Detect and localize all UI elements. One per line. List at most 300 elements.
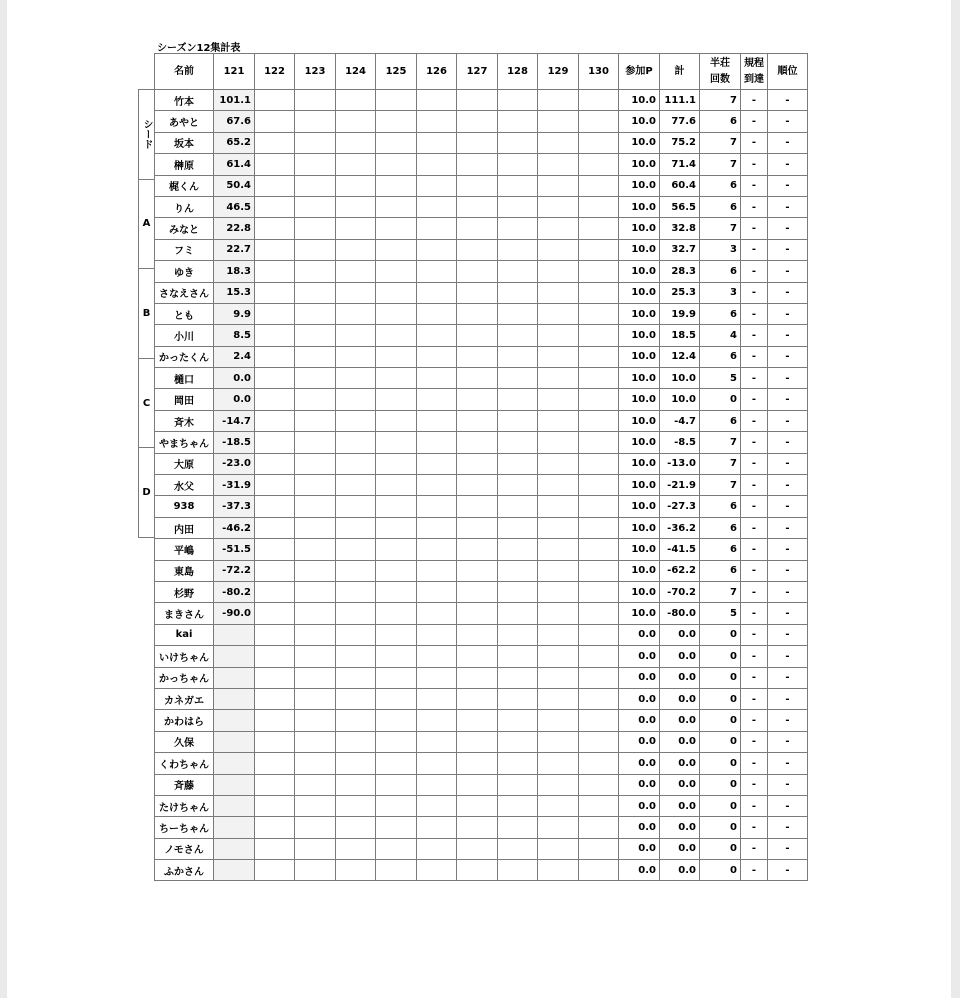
regulation-reached: - — [741, 389, 768, 410]
rank: - — [768, 517, 808, 538]
round-score-empty — [295, 667, 336, 688]
round-score-empty — [295, 410, 336, 431]
rank: - — [768, 475, 808, 496]
round-score-empty — [498, 261, 538, 282]
round-121-score — [214, 688, 255, 709]
player-name: たけちゃん — [155, 795, 214, 816]
round-score-empty — [336, 817, 376, 838]
total-score: 10.0 — [660, 368, 700, 389]
round-score-empty — [498, 132, 538, 153]
round-score-empty — [538, 282, 579, 303]
regulation-reached: - — [741, 710, 768, 731]
regulation-reached: - — [741, 603, 768, 624]
round-score-empty — [255, 282, 295, 303]
participation-points: 10.0 — [619, 175, 660, 196]
round-score-empty — [295, 368, 336, 389]
round-score-empty — [538, 175, 579, 196]
hanchan-count: 0 — [700, 731, 741, 752]
round-score-empty — [417, 475, 457, 496]
round-score-empty — [417, 389, 457, 410]
rank: - — [768, 667, 808, 688]
round-score-empty — [376, 475, 417, 496]
round-score-empty — [498, 731, 538, 752]
round-score-empty — [498, 603, 538, 624]
round-score-empty — [336, 581, 376, 602]
round-score-empty — [336, 688, 376, 709]
round-score-empty — [255, 581, 295, 602]
table-row — [155, 261, 808, 282]
round-121-score: -46.2 — [214, 517, 255, 538]
round-score-empty — [457, 624, 498, 645]
round-score-empty — [255, 624, 295, 645]
round-score-empty — [376, 282, 417, 303]
player-name: 榊原 — [155, 154, 214, 175]
participation-points: 10.0 — [619, 475, 660, 496]
participation-points: 0.0 — [619, 646, 660, 667]
table-row — [155, 731, 808, 752]
round-121-score: -37.3 — [214, 496, 255, 517]
round-score-empty — [538, 817, 579, 838]
round-121-score: -51.5 — [214, 539, 255, 560]
round-score-empty — [498, 218, 538, 239]
round-score-empty — [295, 753, 336, 774]
round-score-empty — [579, 154, 619, 175]
round-score-empty — [417, 453, 457, 474]
round-score-empty — [376, 239, 417, 260]
round-score-empty — [417, 731, 457, 752]
round-score-empty — [417, 239, 457, 260]
round-score-empty — [376, 90, 417, 111]
header-round: 125 — [376, 54, 417, 90]
total-score: 56.5 — [660, 196, 700, 217]
round-121-score — [214, 838, 255, 859]
round-score-empty — [255, 303, 295, 324]
round-score-empty — [538, 389, 579, 410]
round-score-empty — [579, 196, 619, 217]
total-score: -62.2 — [660, 560, 700, 581]
round-score-empty — [579, 688, 619, 709]
round-score-empty — [457, 731, 498, 752]
round-score-empty — [417, 539, 457, 560]
hanchan-count: 0 — [700, 667, 741, 688]
round-score-empty — [295, 475, 336, 496]
regulation-reached: - — [741, 410, 768, 431]
round-score-empty — [498, 325, 538, 346]
round-score-empty — [498, 282, 538, 303]
hanchan-count: 7 — [700, 90, 741, 111]
player-name: カネガエ — [155, 688, 214, 709]
rank: - — [768, 688, 808, 709]
round-score-empty — [579, 838, 619, 859]
round-score-empty — [498, 496, 538, 517]
round-score-empty — [376, 560, 417, 581]
round-121-score: 9.9 — [214, 303, 255, 324]
hanchan-count: 7 — [700, 475, 741, 496]
round-score-empty — [255, 860, 295, 881]
round-score-empty — [376, 753, 417, 774]
rank: - — [768, 325, 808, 346]
round-score-empty — [376, 196, 417, 217]
round-121-score: -72.2 — [214, 560, 255, 581]
round-score-empty — [376, 860, 417, 881]
round-score-empty — [295, 496, 336, 517]
round-score-empty — [457, 218, 498, 239]
total-score: -21.9 — [660, 475, 700, 496]
regulation-reached: - — [741, 432, 768, 453]
round-score-empty — [457, 475, 498, 496]
round-121-score — [214, 667, 255, 688]
round-score-empty — [579, 624, 619, 645]
round-score-empty — [579, 325, 619, 346]
round-score-empty — [457, 581, 498, 602]
header-round: 123 — [295, 54, 336, 90]
round-score-empty — [255, 710, 295, 731]
player-name: 岡田 — [155, 389, 214, 410]
right-gutter — [951, 0, 960, 998]
participation-points: 10.0 — [619, 282, 660, 303]
player-name: みなと — [155, 218, 214, 239]
round-121-score — [214, 624, 255, 645]
round-score-empty — [498, 581, 538, 602]
player-name: 平嶋 — [155, 539, 214, 560]
round-score-empty — [538, 90, 579, 111]
table-row — [155, 410, 808, 431]
round-score-empty — [336, 539, 376, 560]
header-round: 122 — [255, 54, 295, 90]
round-score-empty — [255, 560, 295, 581]
round-score-empty — [457, 774, 498, 795]
table-row — [155, 774, 808, 795]
rank: - — [768, 175, 808, 196]
round-score-empty — [457, 432, 498, 453]
table-row — [155, 860, 808, 881]
round-score-empty — [457, 303, 498, 324]
total-score: 0.0 — [660, 860, 700, 881]
participation-points: 0.0 — [619, 774, 660, 795]
round-score-empty — [457, 196, 498, 217]
participation-points: 10.0 — [619, 196, 660, 217]
round-score-empty — [295, 432, 336, 453]
round-score-empty — [417, 346, 457, 367]
header-hanchan-line2: 回数 — [710, 73, 730, 85]
round-score-empty — [255, 731, 295, 752]
round-score-empty — [255, 453, 295, 474]
hanchan-count: 0 — [700, 838, 741, 859]
round-121-score: 18.3 — [214, 261, 255, 282]
round-score-empty — [376, 624, 417, 645]
total-score: -8.5 — [660, 432, 700, 453]
round-score-empty — [376, 731, 417, 752]
player-name: 東島 — [155, 560, 214, 581]
round-score-empty — [457, 132, 498, 153]
round-score-empty — [295, 325, 336, 346]
round-score-empty — [255, 389, 295, 410]
round-score-empty — [295, 346, 336, 367]
regulation-reached: - — [741, 646, 768, 667]
round-score-empty — [498, 860, 538, 881]
round-score-empty — [376, 496, 417, 517]
round-score-empty — [376, 539, 417, 560]
regulation-reached: - — [741, 560, 768, 581]
round-score-empty — [295, 774, 336, 795]
round-score-empty — [579, 132, 619, 153]
round-score-empty — [295, 282, 336, 303]
round-score-empty — [538, 368, 579, 389]
round-score-empty — [457, 175, 498, 196]
regulation-reached: - — [741, 475, 768, 496]
round-score-empty — [457, 496, 498, 517]
hanchan-count: 3 — [700, 282, 741, 303]
total-score: 12.4 — [660, 346, 700, 367]
hanchan-count: 0 — [700, 860, 741, 881]
header-round: 130 — [579, 54, 619, 90]
round-score-empty — [538, 603, 579, 624]
round-score-empty — [457, 539, 498, 560]
hanchan-count: 6 — [700, 517, 741, 538]
round-score-empty — [417, 560, 457, 581]
round-score-empty — [255, 111, 295, 132]
regulation-reached: - — [741, 753, 768, 774]
rank: - — [768, 90, 808, 111]
participation-points: 0.0 — [619, 753, 660, 774]
round-score-empty — [417, 303, 457, 324]
round-121-score: -80.2 — [214, 581, 255, 602]
player-name: とも — [155, 303, 214, 324]
round-121-score — [214, 817, 255, 838]
rank: - — [768, 795, 808, 816]
round-score-empty — [538, 860, 579, 881]
round-score-empty — [255, 90, 295, 111]
total-score: 32.8 — [660, 218, 700, 239]
hanchan-count: 7 — [700, 453, 741, 474]
hanchan-count: 6 — [700, 175, 741, 196]
player-name: かわはら — [155, 710, 214, 731]
round-score-empty — [255, 838, 295, 859]
rank: - — [768, 111, 808, 132]
hanchan-count: 7 — [700, 581, 741, 602]
player-name: かったくん — [155, 346, 214, 367]
round-score-empty — [498, 517, 538, 538]
round-score-empty — [538, 346, 579, 367]
table-row — [155, 795, 808, 816]
regulation-reached: - — [741, 539, 768, 560]
round-score-empty — [538, 795, 579, 816]
round-121-score — [214, 731, 255, 752]
table-row — [155, 453, 808, 474]
rank: - — [768, 303, 808, 324]
round-score-empty — [538, 475, 579, 496]
round-121-score: -31.9 — [214, 475, 255, 496]
round-score-empty — [295, 175, 336, 196]
round-score-empty — [295, 90, 336, 111]
round-score-empty — [255, 368, 295, 389]
rank: - — [768, 368, 808, 389]
round-121-score — [214, 795, 255, 816]
rank: - — [768, 731, 808, 752]
table-row — [155, 496, 808, 517]
table-row — [155, 560, 808, 581]
total-score: 0.0 — [660, 688, 700, 709]
round-score-empty — [376, 303, 417, 324]
round-score-empty — [579, 753, 619, 774]
round-score-empty — [336, 132, 376, 153]
round-score-empty — [255, 410, 295, 431]
round-score-empty — [376, 175, 417, 196]
round-score-empty — [336, 860, 376, 881]
round-score-empty — [417, 410, 457, 431]
table-row — [155, 646, 808, 667]
total-score: 0.0 — [660, 774, 700, 795]
round-121-score: 15.3 — [214, 282, 255, 303]
round-score-empty — [336, 646, 376, 667]
round-score-empty — [457, 90, 498, 111]
participation-points: 0.0 — [619, 710, 660, 731]
round-score-empty — [295, 453, 336, 474]
round-score-empty — [498, 475, 538, 496]
round-score-empty — [579, 646, 619, 667]
participation-points: 0.0 — [619, 860, 660, 881]
regulation-reached: - — [741, 774, 768, 795]
round-121-score: 2.4 — [214, 346, 255, 367]
participation-points: 10.0 — [619, 132, 660, 153]
round-121-score: 22.8 — [214, 218, 255, 239]
rank: - — [768, 346, 808, 367]
header-round: 124 — [336, 54, 376, 90]
round-score-empty — [417, 218, 457, 239]
round-score-empty — [376, 517, 417, 538]
table-row — [155, 517, 808, 538]
round-score-empty — [417, 838, 457, 859]
round-121-score: -14.7 — [214, 410, 255, 431]
round-score-empty — [457, 239, 498, 260]
regulation-reached: - — [741, 282, 768, 303]
participation-points: 10.0 — [619, 517, 660, 538]
total-score: -13.0 — [660, 453, 700, 474]
player-name: 坂本 — [155, 132, 214, 153]
player-name: 斉木 — [155, 410, 214, 431]
round-score-empty — [376, 132, 417, 153]
round-score-empty — [336, 710, 376, 731]
player-name: 竹本 — [155, 90, 214, 111]
participation-points: 10.0 — [619, 111, 660, 132]
regulation-reached: - — [741, 346, 768, 367]
round-score-empty — [417, 646, 457, 667]
round-score-empty — [457, 389, 498, 410]
round-score-empty — [417, 667, 457, 688]
round-score-empty — [538, 111, 579, 132]
round-score-empty — [417, 432, 457, 453]
total-score: 0.0 — [660, 817, 700, 838]
round-score-empty — [457, 646, 498, 667]
round-score-empty — [417, 132, 457, 153]
hanchan-count: 0 — [700, 646, 741, 667]
round-score-empty — [376, 453, 417, 474]
round-score-empty — [538, 838, 579, 859]
total-score: 0.0 — [660, 624, 700, 645]
group-label: C — [138, 358, 154, 449]
player-name: 樋口 — [155, 368, 214, 389]
rank: - — [768, 603, 808, 624]
round-score-empty — [579, 90, 619, 111]
round-score-empty — [295, 389, 336, 410]
round-score-empty — [295, 710, 336, 731]
participation-points: 10.0 — [619, 410, 660, 431]
header-hanchan-line1: 半荘 — [710, 57, 730, 69]
round-score-empty — [295, 154, 336, 175]
table-row — [155, 475, 808, 496]
round-score-empty — [295, 603, 336, 624]
player-name: フミ — [155, 239, 214, 260]
round-score-empty — [255, 688, 295, 709]
round-score-empty — [255, 475, 295, 496]
total-score: 0.0 — [660, 753, 700, 774]
rank: - — [768, 410, 808, 431]
total-score: 0.0 — [660, 795, 700, 816]
total-score: -4.7 — [660, 410, 700, 431]
player-name: 大原 — [155, 453, 214, 474]
round-score-empty — [295, 132, 336, 153]
round-score-empty — [579, 218, 619, 239]
round-score-empty — [417, 817, 457, 838]
round-score-empty — [457, 560, 498, 581]
regulation-reached: - — [741, 175, 768, 196]
round-121-score: -90.0 — [214, 603, 255, 624]
round-score-empty — [579, 496, 619, 517]
round-121-score: 61.4 — [214, 154, 255, 175]
table-row — [155, 132, 808, 153]
round-score-empty — [376, 346, 417, 367]
rank: - — [768, 860, 808, 881]
participation-points: 10.0 — [619, 261, 660, 282]
hanchan-count: 7 — [700, 218, 741, 239]
table-row — [155, 389, 808, 410]
regulation-reached: - — [741, 303, 768, 324]
round-score-empty — [255, 667, 295, 688]
round-score-empty — [255, 432, 295, 453]
round-score-empty — [457, 860, 498, 881]
round-score-empty — [336, 111, 376, 132]
total-score: 28.3 — [660, 261, 700, 282]
header-hanchan-count — [700, 54, 741, 90]
round-score-empty — [336, 517, 376, 538]
round-score-empty — [579, 453, 619, 474]
participation-points: 0.0 — [619, 731, 660, 752]
header-rank: 順位 — [768, 54, 808, 90]
table-row — [155, 282, 808, 303]
table-row — [155, 688, 808, 709]
regulation-reached: - — [741, 795, 768, 816]
player-name: 小川 — [155, 325, 214, 346]
regulation-reached: - — [741, 261, 768, 282]
round-score-empty — [538, 154, 579, 175]
round-score-empty — [255, 154, 295, 175]
participation-points: 10.0 — [619, 154, 660, 175]
round-score-empty — [336, 175, 376, 196]
round-score-empty — [498, 389, 538, 410]
round-score-empty — [498, 90, 538, 111]
round-score-empty — [417, 111, 457, 132]
round-score-empty — [336, 282, 376, 303]
round-score-empty — [255, 603, 295, 624]
table-row — [155, 838, 808, 859]
participation-points: 10.0 — [619, 453, 660, 474]
round-score-empty — [579, 581, 619, 602]
participation-points: 10.0 — [619, 603, 660, 624]
hanchan-count: 6 — [700, 496, 741, 517]
round-score-empty — [295, 111, 336, 132]
round-score-empty — [579, 731, 619, 752]
round-score-empty — [376, 154, 417, 175]
